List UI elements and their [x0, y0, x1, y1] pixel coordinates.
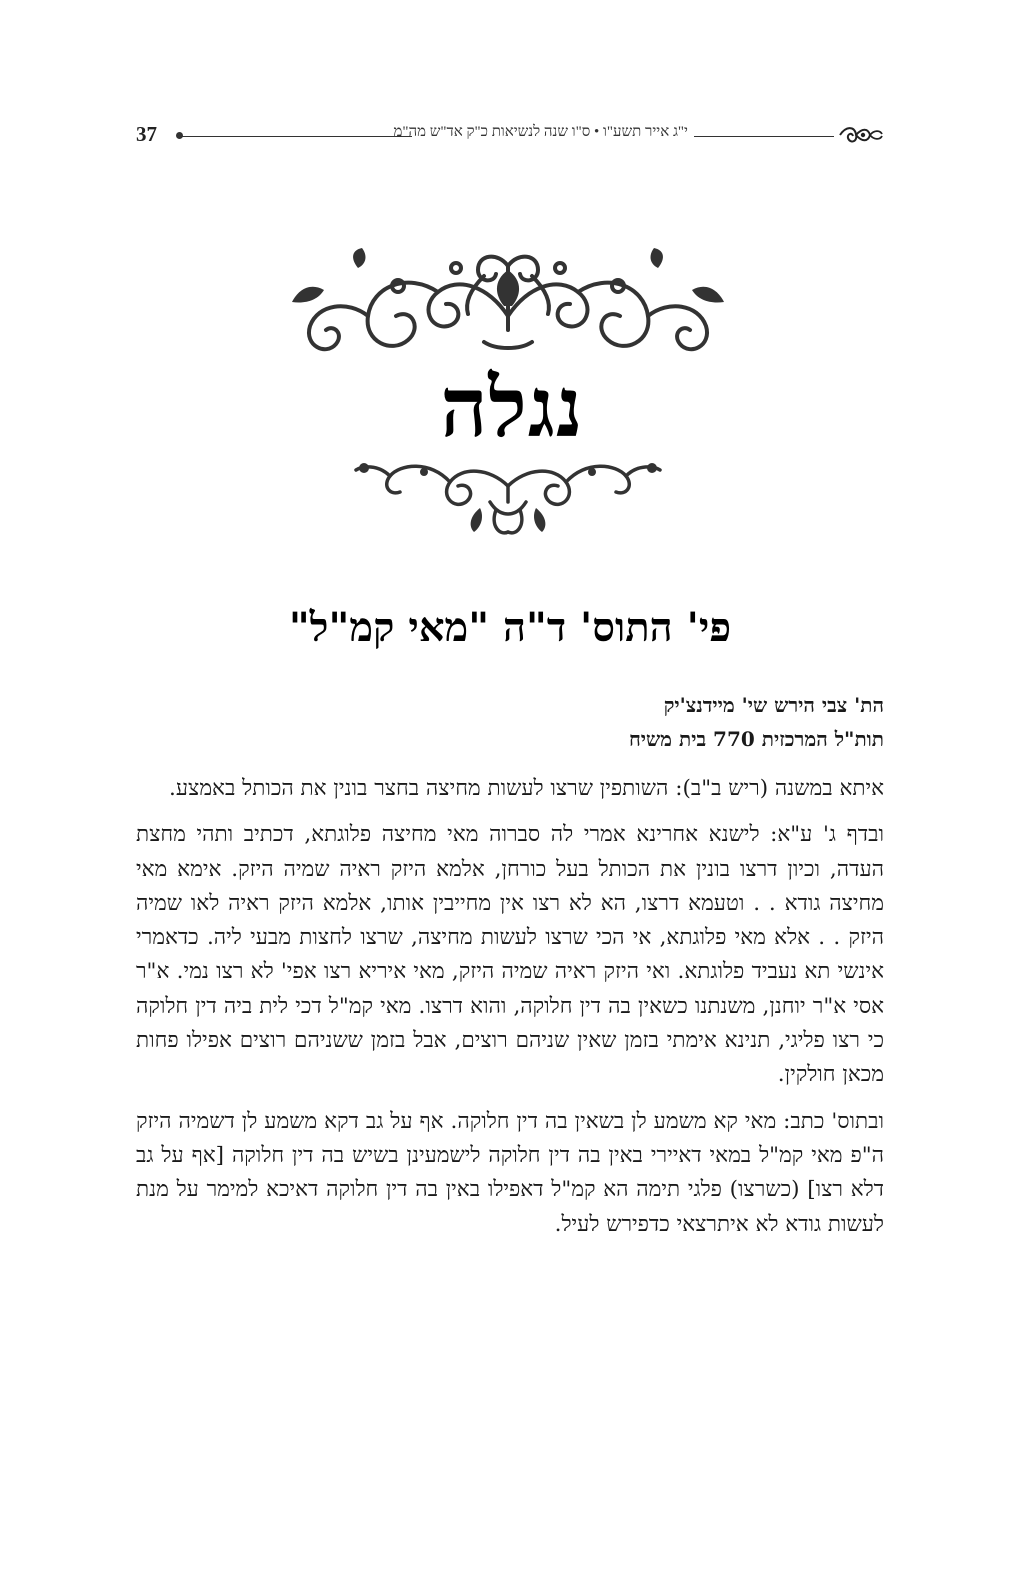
body-paragraph: ובתוס' כתב: מאי קא משמע לן בשאין בה דין חלוקה. אף על גב דקא משמע לן דשמיה היזק ה"פ מאי קמ"ל במאי דאיירי באין בה דין חלוקה לישמעינן בשיש בה דין חלוקה [אף על גב דלא רצו] (כשרצו) פלגי תימה הא קמ"ל דאפילו באין בה דין חלוקה דאיכא למימר על מנת לעשות גודא לא איתרצאי כדפירש לעיל.	[136, 1108, 884, 1237]
running-header	[136, 118, 884, 152]
header-flourish-icon	[838, 122, 884, 148]
ornament-top-icon	[288, 246, 728, 372]
section-title: נגלה	[440, 360, 584, 456]
running-title: י"ג אייר תשע"ו • ס"ו שנה לנשיאות כ"ק אד"ש מה"מ	[393, 124, 688, 140]
page-number: 37	[136, 122, 157, 146]
article-title: פי' התוס' ד"ה "מאי קמ"ל"	[288, 604, 732, 651]
ornament-bottom-icon	[350, 446, 666, 538]
author-name: הת' צבי הירש שי' מיידנצ'יק	[663, 693, 884, 717]
article-body	[136, 772, 884, 1254]
author-block	[136, 688, 884, 756]
body-paragraph: ובדף ג' ע"א: לישנא אחרינא אמרי לה סברוה מאי מחיצה פלוגתא, דכתיב ותהי מחצת העדה, וכיון דרצו בונין את הכותל בעל כורחן, אלמא היזק ראיה שמיה היזק. אימא מאי מחיצה גודא . . וטעמא דרצו, הא לא רצו אין מחייבין אותו, אלמא היזק ראיה לאו שמיה היזק . . אלא מאי פלוגתא, אי הכי שרצו לעשות מחיצה, שרצו לחצות מבעי ליה. כדאמרי אינשי תא נעביד פלוגתא. ואי היזק ראיה שמיה היזק, מאי איריא רצו אפי' לא רצו נמי. א"ר אסי א"ר יוחנן, משנתנו כשאין בה דין חלוקה, והוא דרצו. מאי קמ"ל דכי לית ביה דין חלוקה כי רצו פליגי, תנינא אימתי בזמן שאין שניהם רוצים, אבל בזמן ששניהם רוצים אפילו פחות מכאן חולקין.	[136, 822, 884, 1088]
body-paragraph: איתא במשנה (ריש ב"ב): השותפין שרצו לעשות מחיצה בחצר בונין את הכותל באמצע.	[169, 776, 884, 801]
header-rule-left	[182, 136, 412, 137]
author-institution: תות"ל המרכזית 770 בית משיח	[628, 727, 884, 751]
header-rule-right	[694, 136, 834, 137]
